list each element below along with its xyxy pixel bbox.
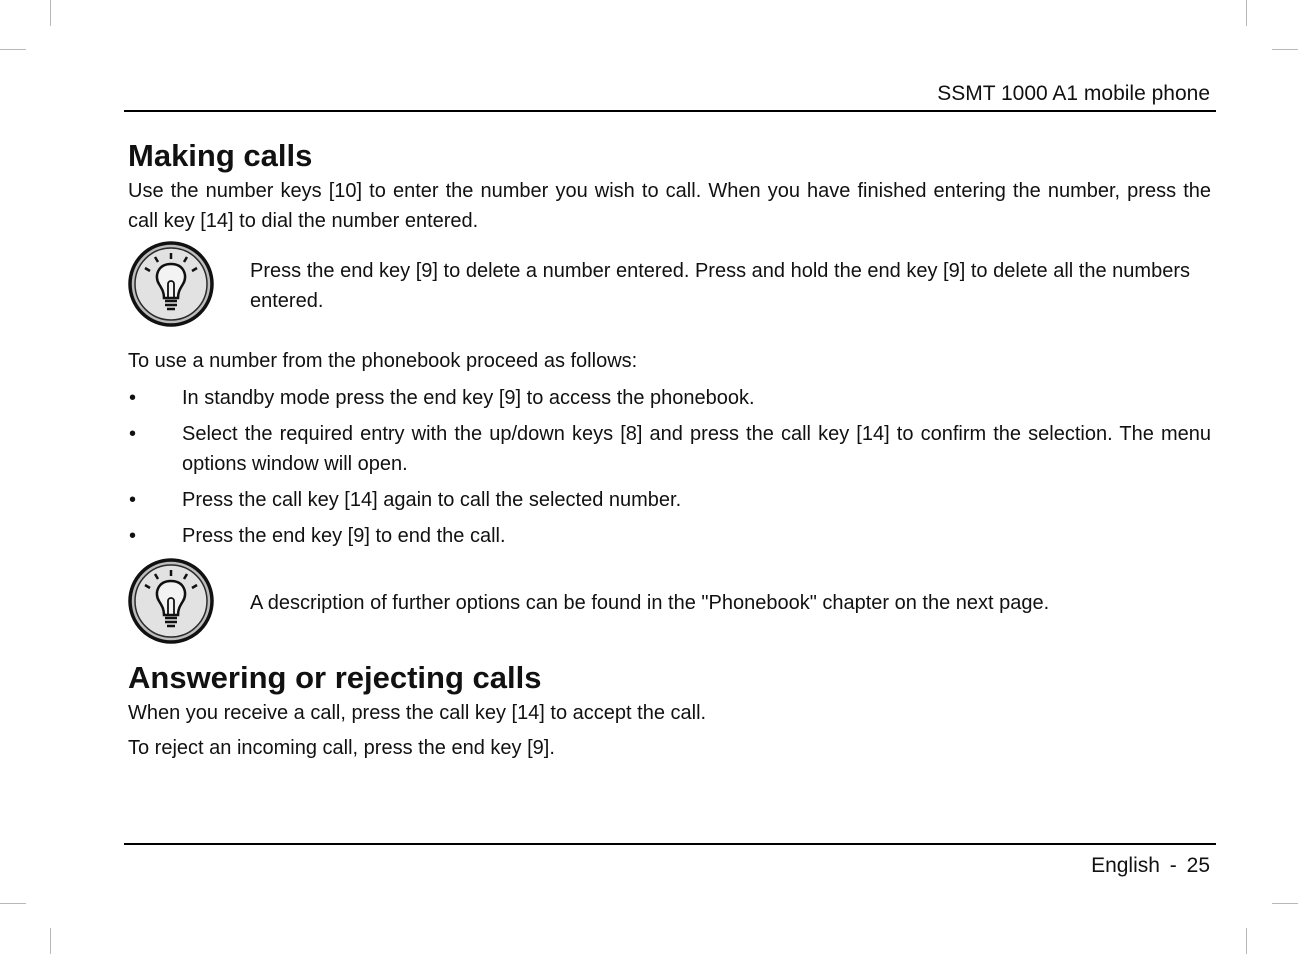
list-item-text: In standby mode press the end key [9] to access the phonebook.: [182, 387, 755, 409]
phonebook-block: [128, 346, 1211, 551]
list-item: [128, 419, 1211, 479]
list-item: [128, 383, 1211, 413]
crop-mark: [0, 49, 26, 50]
crop-mark: [1246, 0, 1247, 26]
steps-list: [128, 383, 1211, 551]
crop-mark: [1272, 49, 1298, 50]
tip-text: A description of further options can be found in the "Phonebook" chapter on the next page.: [250, 592, 1050, 614]
bullet-icon: •: [129, 489, 137, 511]
rejecting-line: To reject an incoming call, press the end key [9].: [128, 737, 555, 759]
phonebook-intro: To use a number from the phonebook proceed as follows:: [128, 350, 638, 372]
list-item-text: Press the call key [14] again to call the selected number.: [182, 489, 682, 511]
section-heading: Answering or rejecting calls: [128, 660, 542, 695]
crop-mark: [0, 903, 26, 904]
footer-rule: [124, 843, 1216, 845]
header-rule: [124, 110, 1216, 112]
footer-language: English: [1091, 854, 1160, 877]
lightbulb-icon: [128, 240, 214, 328]
page-footer: [1091, 852, 1210, 880]
bullet-icon: •: [129, 525, 137, 547]
list-item: [128, 521, 1211, 551]
tip-text: Press the end key [9] to delete a number entered. Press and hold the end key [9] to delete all the numbers entered.: [250, 260, 1190, 312]
bullet-icon: •: [129, 423, 137, 445]
section-heading: Making calls: [128, 138, 313, 173]
intro-paragraph: Use the number keys [10] to enter the number you wish to call. When you have finished entering the number, press the call key [14] to dial the number entered.: [128, 180, 1211, 232]
page-number: 25: [1186, 854, 1210, 877]
answering-line: When you receive a call, press the call key [14] to accept the call.: [128, 702, 707, 724]
list-item-text: Press the end key [9] to end the call.: [182, 525, 506, 547]
answering-section: [128, 658, 1211, 763]
crop-mark: [1272, 903, 1298, 904]
crop-mark: [50, 0, 51, 26]
crop-mark: [50, 928, 51, 954]
bullet-icon: •: [129, 387, 137, 409]
crop-mark: [1246, 928, 1247, 954]
running-header: SSMT 1000 A1 mobile phone: [937, 82, 1210, 105]
list-item-text: Select the required entry with the up/down keys [8] and press the call key [14] to confirm the selection. The menu options window will open.: [182, 423, 1211, 475]
list-item: [128, 485, 1211, 515]
making-calls-section: [128, 136, 1211, 236]
lightbulb-icon: [128, 557, 214, 645]
footer-separator: -: [1169, 854, 1177, 877]
